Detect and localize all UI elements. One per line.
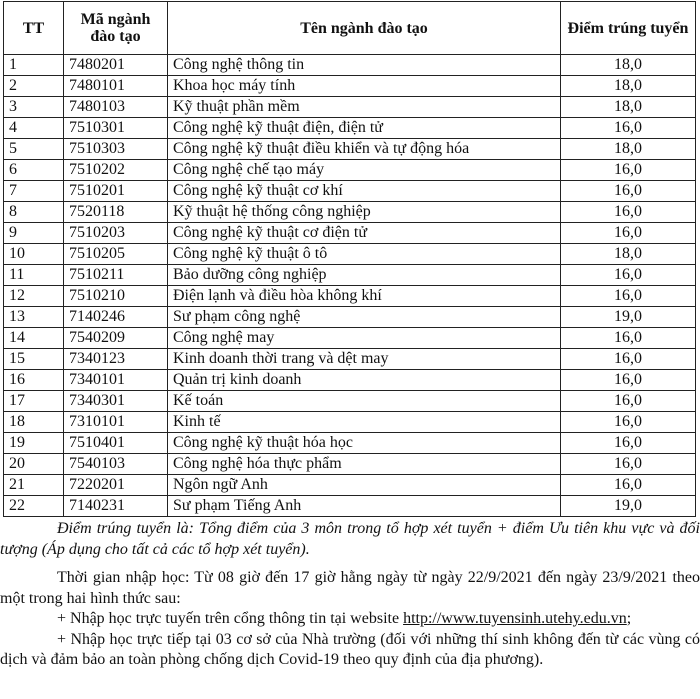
header-tt: TT: [4, 2, 64, 55]
row-number: 17: [4, 391, 64, 412]
program-code: 7510202: [64, 160, 168, 181]
admission-score: 16,0: [561, 349, 696, 370]
table-row: [4, 454, 696, 475]
admission-score: 16,0: [561, 475, 696, 496]
admission-score: 16,0: [561, 265, 696, 286]
table-row: [4, 496, 696, 517]
admission-score: 16,0: [561, 433, 696, 454]
header-name: Tên ngành đào tạo: [168, 2, 561, 55]
program-code: 7510205: [64, 244, 168, 265]
table-row: [4, 244, 696, 265]
program-name: Ngôn ngữ Anh: [168, 475, 561, 496]
row-number: 19: [4, 433, 64, 454]
table-row: [4, 181, 696, 202]
program-code: 7540209: [64, 328, 168, 349]
header-code: Mã ngành đào tạo: [64, 2, 168, 55]
program-code: 7510210: [64, 286, 168, 307]
score-definition-note: Điểm trúng tuyển là: Tổng điểm của 3 môn trong tổ hợp xét tuyển + điểm Ưu tiên khu vực và đối tượng (Áp dụng cho tất cả các tổ hợp xét tuyển).: [0, 520, 700, 558]
program-code: 7480103: [64, 97, 168, 118]
program-code: 7520118: [64, 202, 168, 223]
admission-score: 18,0: [561, 244, 696, 265]
row-number: 3: [4, 97, 64, 118]
row-number: 18: [4, 412, 64, 433]
row-number: 10: [4, 244, 64, 265]
admission-score: 19,0: [561, 496, 696, 517]
program-name: Quản trị kinh doanh: [168, 370, 561, 391]
admission-score: 19,0: [561, 307, 696, 328]
row-number: 5: [4, 139, 64, 160]
row-number: 7: [4, 181, 64, 202]
notes-section: [0, 519, 700, 671]
admission-score: 16,0: [561, 412, 696, 433]
program-name: Công nghệ kỹ thuật cơ khí: [168, 181, 561, 202]
program-name: Điện lạnh và điều hòa không khí: [168, 286, 561, 307]
online-enrollment-item: [0, 609, 700, 630]
program-name: Kế toán: [168, 391, 561, 412]
program-name: Khoa học máy tính: [168, 76, 561, 97]
program-name: Công nghệ chế tạo máy: [168, 160, 561, 181]
table-row: [4, 307, 696, 328]
program-name: Công nghệ hóa thực phẩm: [168, 454, 561, 475]
program-code: 7310101: [64, 412, 168, 433]
table-row: [4, 286, 696, 307]
row-number: 21: [4, 475, 64, 496]
program-code: 7480101: [64, 76, 168, 97]
admission-score: 18,0: [561, 55, 696, 76]
admission-score-table: [3, 1, 696, 517]
table-row: [4, 202, 696, 223]
admission-score: 16,0: [561, 370, 696, 391]
row-number: 6: [4, 160, 64, 181]
table-row: [4, 97, 696, 118]
admission-score: 16,0: [561, 118, 696, 139]
program-code: 7510201: [64, 181, 168, 202]
row-number: 20: [4, 454, 64, 475]
table-row: [4, 55, 696, 76]
table-row: [4, 370, 696, 391]
row-number: 13: [4, 307, 64, 328]
program-code: 7220201: [64, 475, 168, 496]
table-body: [4, 55, 696, 517]
row-number: 2: [4, 76, 64, 97]
table-row: [4, 475, 696, 496]
program-name: Kinh tế: [168, 412, 561, 433]
program-code: 7480201: [64, 55, 168, 76]
table-row: [4, 76, 696, 97]
program-name: Công nghệ kỹ thuật điều khiển và tự động hóa: [168, 139, 561, 160]
admission-score: 18,0: [561, 76, 696, 97]
online-enrollment-text: + Nhập học trực tuyến trên cổng thông tin tại website: [57, 610, 404, 627]
row-number: 12: [4, 286, 64, 307]
table-row: [4, 412, 696, 433]
program-code: 7510211: [64, 265, 168, 286]
table-row: [4, 328, 696, 349]
table-row: [4, 223, 696, 244]
row-number: 22: [4, 496, 64, 517]
table-row: [4, 349, 696, 370]
program-name: Sư phạm Tiếng Anh: [168, 496, 561, 517]
row-number: 15: [4, 349, 64, 370]
admission-score: 16,0: [561, 286, 696, 307]
admission-score: 16,0: [561, 160, 696, 181]
table-row: [4, 265, 696, 286]
online-enrollment-suffix: ;: [626, 610, 632, 627]
program-name: Công nghệ thông tin: [168, 55, 561, 76]
admission-website-link[interactable]: http://www.tuyensinh.utehy.edu.vn: [403, 610, 627, 627]
admission-score: 16,0: [561, 328, 696, 349]
program-code: 7340123: [64, 349, 168, 370]
program-name: Kỹ thuật phần mềm: [168, 97, 561, 118]
admission-score: 18,0: [561, 139, 696, 160]
program-name: Công nghệ kỹ thuật ô tô: [168, 244, 561, 265]
offline-enrollment-item: + Nhập học trực tiếp tại 03 cơ sở của Nhà trường (đối với những thí sinh không đến từ các vùng có dịch và đảm bảo an toàn phòng chống dịch Covid-19 theo quy định của địa phương).: [0, 630, 700, 668]
program-code: 7340301: [64, 391, 168, 412]
program-code: 7140246: [64, 307, 168, 328]
enrollment-time-text: Thời gian nhập học: Từ 08 giờ đến 17 giờ hằng ngày từ ngày 22/9/2021 đến ngày 23/9/2021 theo một trong hai hình thức sau:: [0, 569, 700, 607]
row-number: 4: [4, 118, 64, 139]
admission-score: 16,0: [561, 202, 696, 223]
program-code: 7340101: [64, 370, 168, 391]
admission-score: 16,0: [561, 181, 696, 202]
admission-score: 16,0: [561, 454, 696, 475]
row-number: 9: [4, 223, 64, 244]
program-name: Công nghệ may: [168, 328, 561, 349]
program-name: Kỹ thuật hệ thống công nghiệp: [168, 202, 561, 223]
program-name: Bảo dưỡng công nghiệp: [168, 265, 561, 286]
admission-score: 18,0: [561, 97, 696, 118]
program-code: 7510301: [64, 118, 168, 139]
program-code: 7510401: [64, 433, 168, 454]
program-name: Sư phạm công nghệ: [168, 307, 561, 328]
row-number: 14: [4, 328, 64, 349]
admission-score: 16,0: [561, 223, 696, 244]
header-score: Điểm trúng tuyển: [561, 2, 696, 55]
program-code: 7510303: [64, 139, 168, 160]
table-row: [4, 160, 696, 181]
program-name: Kinh doanh thời trang và dệt may: [168, 349, 561, 370]
table-row: [4, 391, 696, 412]
table-row: [4, 118, 696, 139]
admission-score: 16,0: [561, 391, 696, 412]
program-name: Công nghệ kỹ thuật hóa học: [168, 433, 561, 454]
row-number: 11: [4, 265, 64, 286]
table-header-row: [4, 2, 696, 55]
program-name: Công nghệ kỹ thuật điện, điện tử: [168, 118, 561, 139]
program-code: 7540103: [64, 454, 168, 475]
program-code: 7510203: [64, 223, 168, 244]
row-number: 16: [4, 370, 64, 391]
table-row: [4, 139, 696, 160]
program-name: Công nghệ kỹ thuật cơ điện tử: [168, 223, 561, 244]
row-number: 8: [4, 202, 64, 223]
row-number: 1: [4, 55, 64, 76]
table-row: [4, 433, 696, 454]
program-code: 7140231: [64, 496, 168, 517]
